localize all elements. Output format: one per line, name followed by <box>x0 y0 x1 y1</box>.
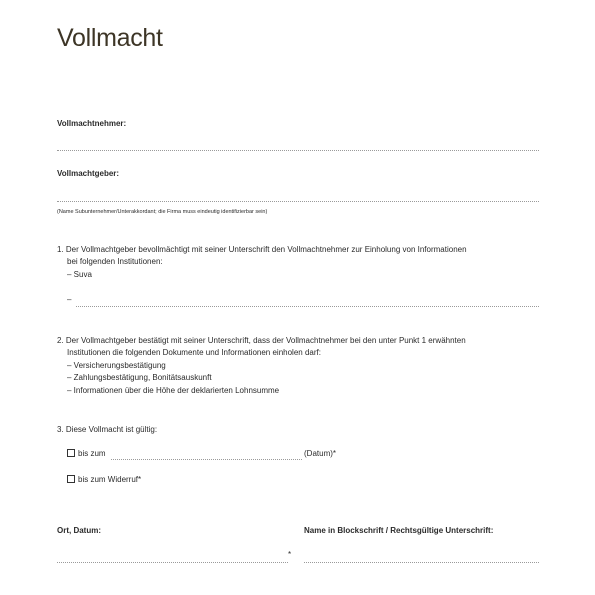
identification-note: (Name Subunternehmer/Unterakkordant; die Firma muss eindeutig identifizierbar sein) <box>57 209 268 215</box>
section2-item: – Zahlungsbestätigung, Bonitätsauskunft <box>67 373 212 382</box>
option-bis-zum-widerruf[interactable] <box>67 474 141 487</box>
document-title: Vollmacht <box>57 24 163 52</box>
date-field[interactable] <box>111 459 302 460</box>
section1-line2: bei folgenden Institutionen: <box>67 257 163 266</box>
section2-item: – Versicherungsbestätigung <box>67 361 166 370</box>
section2-item: – Informationen über die Höhe der deklarierten Lohnsumme <box>67 386 280 395</box>
section1-item2-dash: – <box>67 295 72 304</box>
section2-line1: 2. Der Vollmachtgeber bestätigt mit seiner Unterschrift, dass der Vollmachtnehmer bei den unter Punkt 1 erwähnten <box>57 336 466 345</box>
vollmachtnehmer-label: Vollmachtnehmer: <box>57 119 127 128</box>
vollmachtnehmer-field[interactable] <box>57 150 539 151</box>
checkbox-bis-zum[interactable] <box>67 449 75 457</box>
date-suffix: (Datum)* <box>304 449 337 458</box>
ort-datum-field[interactable] <box>57 562 288 563</box>
option-bis-zum-label: bis zum <box>78 449 106 458</box>
option-widerruf-label: bis zum Widerruf* <box>78 475 142 484</box>
section2-line2: Institutionen die folgenden Dokumente und Informationen einholen darf: <box>67 348 321 357</box>
section3-line1: 3. Diese Vollmacht ist gültig: <box>57 425 158 434</box>
checkbox-widerruf[interactable] <box>67 475 75 483</box>
section1-item-suva: – Suva <box>67 270 92 279</box>
institution-field[interactable] <box>76 306 539 307</box>
vollmachtgeber-field[interactable] <box>57 201 539 202</box>
vollmachtgeber-label: Vollmachtgeber: <box>57 169 120 178</box>
ort-datum-label: Ort, Datum: <box>57 526 101 535</box>
signature-label: Name in Blockschrift / Rechtsgültige Unterschrift: <box>304 526 494 535</box>
signature-field[interactable] <box>304 562 539 563</box>
option-bis-zum[interactable] <box>67 448 106 461</box>
ort-datum-asterisk: * <box>288 550 292 559</box>
section1-line1: 1. Der Vollmachtgeber bevollmächtigt mit seiner Unterschrift den Vollmachtnehmer zur Einholung von Informationen <box>57 245 467 254</box>
